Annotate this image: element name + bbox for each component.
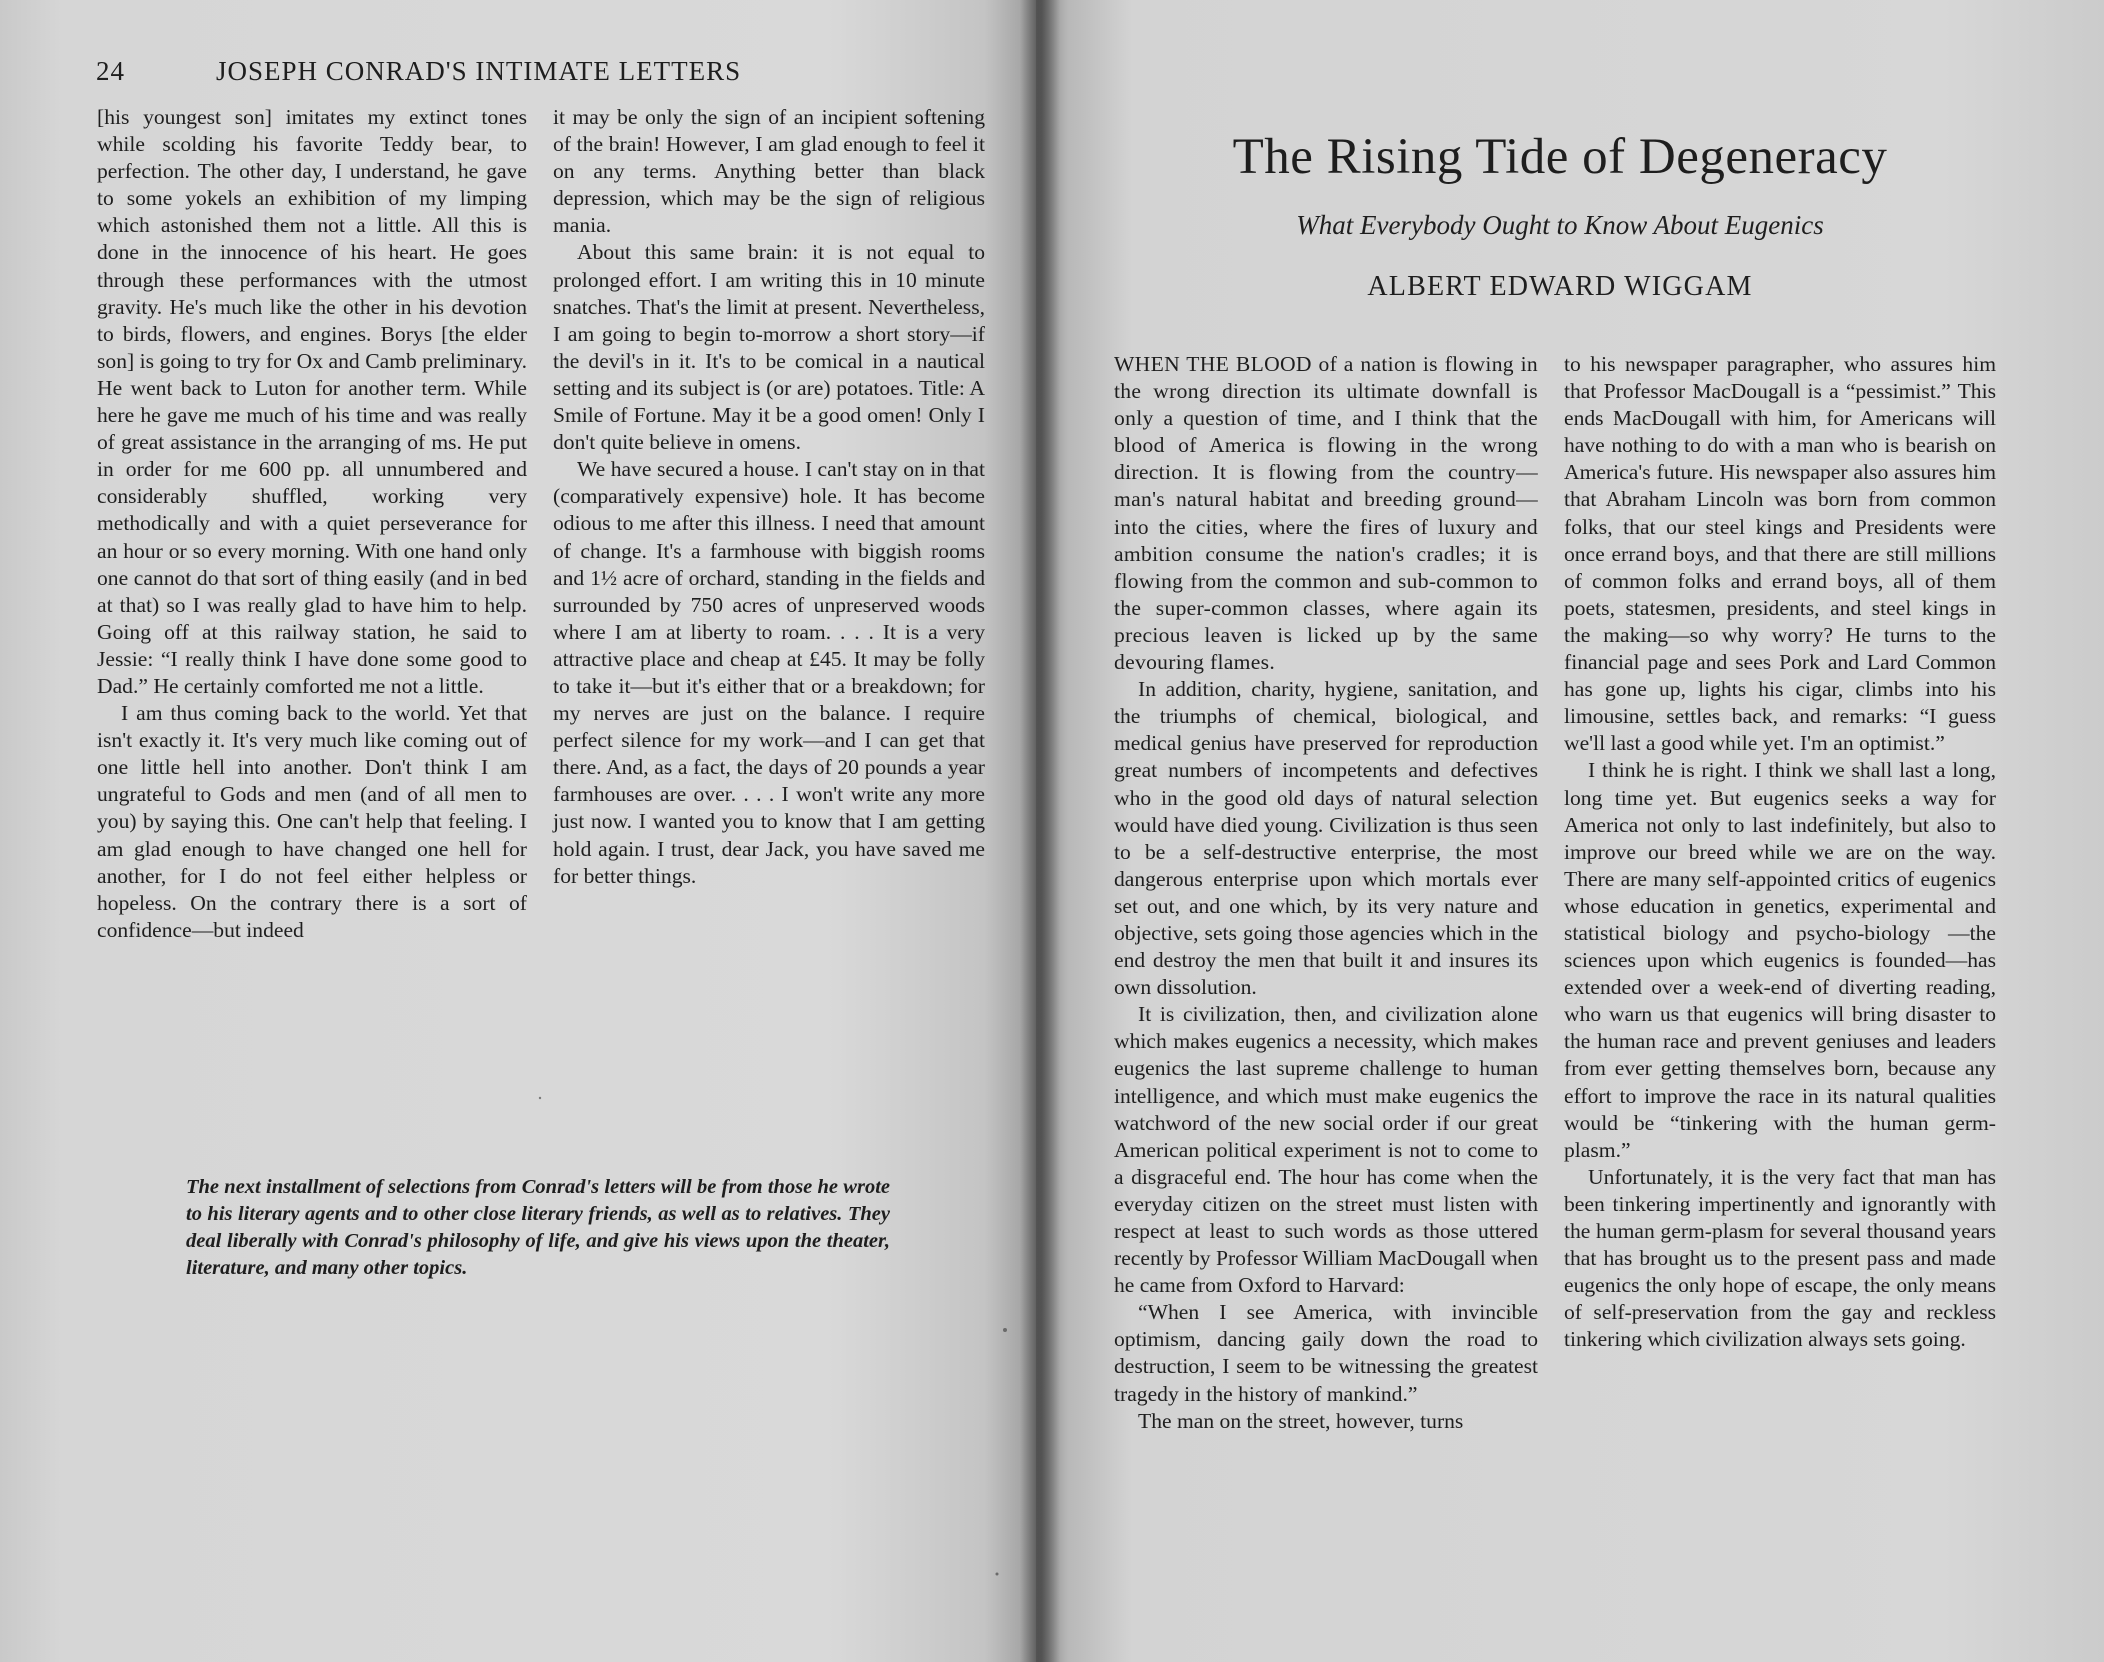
letter-column-1	[97, 104, 527, 944]
article-title: The Rising Tide of Degeneracy	[1232, 129, 1888, 185]
paragraph: In addition, charity, hygiene, sanitation, and the triumphs of chemical, biological, and medical genius have preserved for reproduction great numbers of incompetents and defectives who in the good old days of natural selection would have died young. Civilization is thus seen to be a self-destructive enterprise, the most dangerous enterprise upon which mortals ever set out, and one which, by its very nature and objective, sets going those agencies which in the end destroy the men that built it and insures its own dissolution.	[1114, 677, 1538, 1000]
article-author: ALBERT EDWARD WIGGAM	[1367, 271, 1753, 302]
editorial-note: The next installment of selections from Conrad's letters will be from those he wrote to his literary agents and to other close literary friends, as well as to relatives. They deal liberally with Conrad's philosophy of life, and give his views upon the theater, literature, and many other topics.	[186, 1176, 890, 1279]
paragraph: to his newspaper paragrapher, who assures him that Professor MacDougall is a “pessimist.” This ends MacDougall with him, for Americans will have nothing to do with a man who is bearish on America's future. His newspaper also assures him that Abraham Lincoln was born from common folks, that our steel kings and Presidents were once errand boys, and that there are still millions of common folks and errand boys, all of them poets, statesmen, presidents, and steel kings in the making—so why worry? He turns to the financial page and sees Pork and Lard Common has gone up, lights his cigar, climbs into his limousine, settles back, and remarks: “I guess we'll last a good while yet. I'm an optimist.”	[1564, 352, 1996, 756]
quotation: “When I see America, with invincible optimism, dancing gaily down the road to destruction, I seem to be witnessing the greatest tragedy in the history of mankind.”	[1114, 1300, 1538, 1406]
paragraph: [his youngest son] imitates my extinct tones while scolding his favorite Teddy bear, to perfection. The other day, I understand, he gave to some yokels an exhibition of my limping which astonished them not a little. All this is done in the innocence of his heart. He goes through these performances with the utmost gravity. He's much like the other in his devotion to birds, flowers, and engines. Borys [the elder son] is going to try for Ox and Camb preliminary. He went back to Luton for another term. While here he gave me much of his time and was really of great assistance in the arranging of ms. He put in order for me 600 pp. all unnumbered and considerably shuffled, working very methodically and with a quiet perseverance for an hour or so every morning. With one hand only one cannot do that sort of thing easily (and in bed at that) so I was really glad to have him to help. Going off at this railway station, he said to Jessie: “I really think I have done some good to Dad.” He certainly comforted me not a little.	[97, 105, 527, 698]
article-column-1	[1114, 351, 1538, 1435]
paragraph: I am thus coming back to the world. Yet that isn't exactly it. It's very much like coming out of one little hell into another. Don't think I am ungrateful to Gods and men (and of all men to you) by saying this. One can't help that feeling. I am glad enough to have changed one hell for another, for I do not feel either helpless or hopeless. On the contrary there is a sort of confidence—but indeed	[97, 701, 527, 942]
left-page	[0, 0, 1036, 1662]
paragraph: it may be only the sign of an incipient softening of the brain! However, I am glad enough to feel it on any terms. Anything better than black depression, which may be the sign of religious mania.	[553, 105, 985, 238]
paragraph: We have secured a house. I can't stay on in that (comparatively expensive) hole. It has become odious to me after this illness. I need that amount of change. It's a farmhouse with biggish rooms and 1½ acre of orchard, standing in the fields and surrounded by 750 acres of unpreserved woods where I am at liberty to roam. . . . It is a very attractive place and cheap at £45. It may be folly to take it—but it's either that or a breakdown; for my nerves are just on the balance. I require perfect silence for my work—and I can get that there. And, as a fact, the days of 20 pounds a year farmhouses are over. . . . I won't write any more just now. I wanted you to know that I am getting hold again. I trust, dear Jack, you have saved me for better things.	[553, 457, 985, 888]
paragraph: The man on the street, however, turns	[1138, 1408, 1464, 1433]
letter-column-2	[553, 104, 985, 890]
paragraph: It is civilization, then, and civilization alone which makes eugenics a necessity, which makes eugenics the last supreme challenge to human intelligence, and which must make eugenics the watchword of the new social order if our great American political experiment is not to come to a disgraceful end. The hour has come when the everyday citizen on the street must listen with respect at least to such words as those uttered recently by Professor William MacDougall when he came from Oxford to Harvard:	[1114, 1002, 1538, 1298]
book-gutter	[1020, 0, 1060, 1662]
paragraph: WHEN THE BLOOD of a nation is flowing in the wrong direction its ultimate downfall is only a question of time, and I think that the blood of America is flowing in the wrong direction. It is flowing from the country—man's natural habitat and breeding ground—into the cities, where the fires of luxury and ambition consume the nation's cradles; it is flowing from the common and sub-common to the super-common classes, where again its precious leaven is licked up by the same devouring flames.	[1114, 352, 1538, 675]
running-head-title: JOSEPH CONRAD'S INTIMATE LETTERS	[216, 56, 742, 86]
page-number: 24	[96, 56, 125, 86]
running-head	[96, 56, 986, 87]
paragraph: Unfortunately, it is the very fact that man has been tinkering impertinently and ignorantly with the human germ-plasm for several thousand years that has brought us to the present pass and made eugenics the only hope of escape, the only means of self-preservation from the gay and reckless tinkering which civilization always sets going.	[1564, 1164, 1996, 1352]
paragraph: About this same brain: it is not equal to prolonged effort. I am writing this in 10 minute snatches. That's the limit at present. Nevertheless, I am going to begin to-morrow a short story—if the devil's in it. It's to be comical in a nautical setting and its subject is (or are) potatoes. Title: A Smile of Fortune. May it be a good omen! Only I don't quite believe in omens.	[553, 240, 985, 455]
article-subtitle: What Everybody Ought to Know About Eugenics	[1296, 210, 1824, 240]
article-column-2	[1564, 351, 1996, 1353]
paragraph: I think he is right. I think we shall last a long, long time yet. But eugenics seeks a way for America not only to last indefinitely, but also to improve our breed while we are on the way. There are many self-appointed critics of eugenics whose education in genetics, experimental and statistical biology and psycho-biology —the sciences upon which eugenics is founded—has extended over a week-end of diverting reading, who warn us that eugenics will bring disaster to the human race and prevent geniuses and leaders from ever getting themselves born, because any effort to improve the race in its natural qualities would be “tinkering with the human germ-plasm.”	[1564, 758, 1996, 1162]
